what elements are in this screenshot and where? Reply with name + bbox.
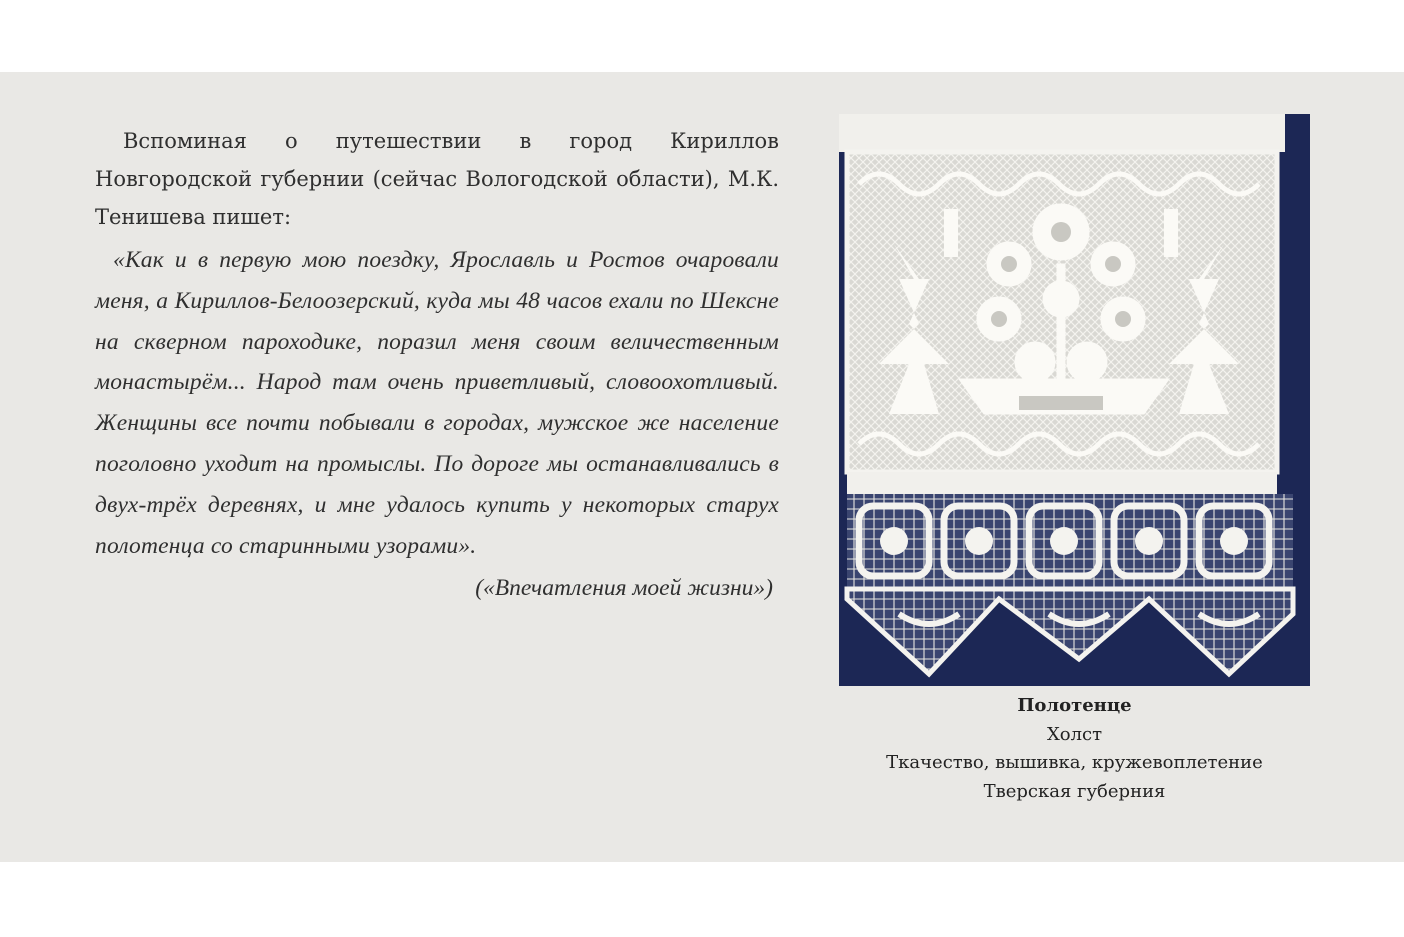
towel-photo (839, 114, 1310, 686)
text-block (95, 122, 779, 608)
photo-caption (839, 692, 1310, 806)
caption-origin: Тверская губерния (983, 780, 1166, 802)
caption-material: Холст (1046, 723, 1103, 745)
intro-paragraph: Вспоминая о путешествии в город Кириллов Новгородской губернии (сейчас Вологодской области), М.К. Тенишева пишет: (95, 129, 779, 229)
caption-technique: Ткачество, вышивка, кружевоплетение (886, 752, 1263, 773)
caption-title: Полотенце (1017, 695, 1132, 716)
quote-paragraph: «Как и в первую мою поездку, Ярославль и Ростов очаровали меня, а Кириллов-Белоозерский, куда мы 48 часов ехали по Шексне на скверном пароходике, поразил меня своим величественным монастырём... Народ там очень приветливый, словоохотливый. Женщины все почти побывали в городах, мужское же население поголовно уходит на промыслы. По дороге мы останавливались в двух-трёх деревнях, и мне удалось купить у некоторых старух полотенца со старинными узорами». (95, 247, 779, 559)
quote-source: («Впечатления моей жизни») (475, 575, 773, 602)
slide (0, 72, 1404, 862)
